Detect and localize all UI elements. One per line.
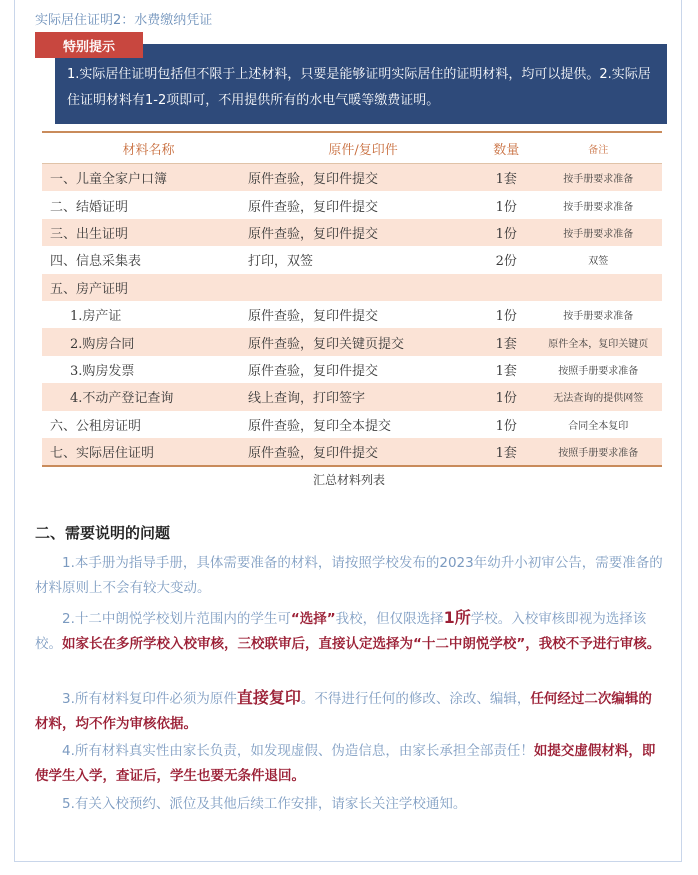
cell-note: 按手册要求准备 [563,311,634,323]
cell-copy [248,274,478,301]
cell-copy: 原件查验，复印件提交 [248,164,478,192]
cell-qty: 1份 [495,309,517,325]
cell-note: 无法查询的提供网签 [534,383,662,410]
paragraph-1-text: 1.本手册为指导手册，具体需要准备的材料，请按照学校发布的2023年幼升小初审公告，需要准备的材料原则上不会有较大变动。 [35,555,663,596]
p2-a: 2.十二中朗悦学校划片范围内的学生可 [62,611,291,627]
cell-note: 按照手册要求准备 [534,438,662,466]
table-row [42,164,662,192]
table-row [42,191,662,218]
cell-copy: 原件查验，复印件提交 [247,309,378,325]
cell-copy: 原件查验，复印件提交 [247,199,378,215]
cell-name: 2.购房合同 [42,328,248,355]
cell-name: 七、实际居住证明 [42,438,248,466]
cell-name: 六、公租房证明 [50,418,142,434]
cell-note: 按照手册要求准备 [558,365,639,377]
cell-name: 三、出生证明 [42,219,248,246]
cell-qty: 1套 [478,164,534,192]
paragraph-2 [35,605,665,657]
cell-copy: 原件查验，复印全本提交 [247,418,391,434]
p2-e: 学校。入校审核即视为选择该校。 [35,611,647,652]
p3-b: 直接复印 [236,688,301,707]
paragraph-4 [35,739,665,789]
doc-subtitle: 实际居住证明2：水费缴纳凭证 [35,13,213,28]
header-name: 材料名称 [42,132,248,164]
notice-badge: 特别提示 [35,32,143,58]
cell-copy: 原件查验，复印关键页提交 [248,328,478,355]
cell-qty: 1份 [495,199,517,215]
paragraph-5 [35,792,665,817]
cell-qty: 1份 [478,383,534,410]
cell-name: 1.房产证 [70,309,122,325]
p3-d: 任何经过二次编辑的材料，均不作为审核依据。 [35,691,652,732]
cell-note: 按手册要求准备 [534,164,662,192]
table-row [42,438,662,466]
cell-name: 4.不动产登记查询 [42,383,248,410]
cell-copy: 原件查验，复印件提交 [248,438,478,466]
paragraph-3 [35,685,665,737]
cell-copy: 线上查询，打印签字 [248,383,478,410]
cell-note: 双签 [588,256,609,268]
cell-qty: 1份 [495,418,517,434]
materials-table [42,131,662,467]
table-header-row [42,132,662,164]
p2-d: 1所 [443,608,471,627]
table-caption: 汇总材料列表 [312,473,385,487]
paragraph-5-text: 5.有关入校预约、派位及其他后续工作安排，请家长关注学校通知。 [62,796,467,812]
header-copy: 原件/复印件 [248,132,478,164]
cell-name: 二、结婚证明 [50,199,129,215]
cell-note: 按手册要求准备 [563,201,634,213]
cell-note: 合同全本复印 [568,420,629,432]
p2-c: 我校，但仅限选择 [335,611,444,627]
p2-f: 如家长在多所学校入校审核，三校联审后，直接认定选择为“十二中朗悦学校”，我校不予进行审核。 [62,636,661,652]
table-row [42,383,662,410]
cell-qty: 1套 [495,363,517,379]
cell-qty [478,274,534,301]
cell-note: 原件全本，复印关键页 [534,328,662,355]
header-qty: 数量 [478,132,534,164]
p3-a: 3.所有材料复印件必须为原件 [62,691,237,707]
cell-qty: 1份 [478,219,534,246]
p2-b: “选择” [290,611,336,627]
notice-text: 1.实际居住证明包括但不限于上述材料，只要是能够证明实际居住的证明材料，均可以提供。2.实际居住证明材料有1-2项即可，不用提供所有的水电气暖等缴费证明。 [67,67,651,108]
cell-copy: 原件查验，复印件提交 [248,219,478,246]
section-title: 二、需要说明的问题 [35,524,171,542]
cell-copy: 原件查验，复印件提交 [247,363,378,379]
p4-a: 4.所有材料真实性由家长负责，如发现虚假、伪造信息，由家长承担全部责任！ [62,743,534,759]
p4-b: 如提交虚假材料，即使学生入学，查证后，学生也要无条件退回。 [35,743,656,784]
table-row [42,301,662,328]
table-row [42,274,662,301]
table-row [42,328,662,355]
cell-name: 3.购房发票 [70,363,135,379]
header-note: 备注 [534,132,662,164]
cell-name: 四、信息采集表 [50,254,142,270]
paragraph-1 [35,551,665,601]
cell-note: 按手册要求准备 [534,219,662,246]
p3-c: 。不得进行任何的修改、涂改、编辑， [300,691,531,707]
table-row [42,246,662,273]
cell-qty: 2份 [495,254,517,270]
cell-copy: 打印，双签 [247,254,313,270]
table-row [42,356,662,383]
cell-qty: 1套 [478,438,534,466]
cell-name: 五、房产证明 [42,274,248,301]
table-row [42,411,662,438]
cell-note [534,274,662,301]
table-row [42,219,662,246]
cell-name: 一、儿童全家户口簿 [42,164,248,192]
cell-qty: 1套 [478,328,534,355]
notice-box [55,44,667,124]
